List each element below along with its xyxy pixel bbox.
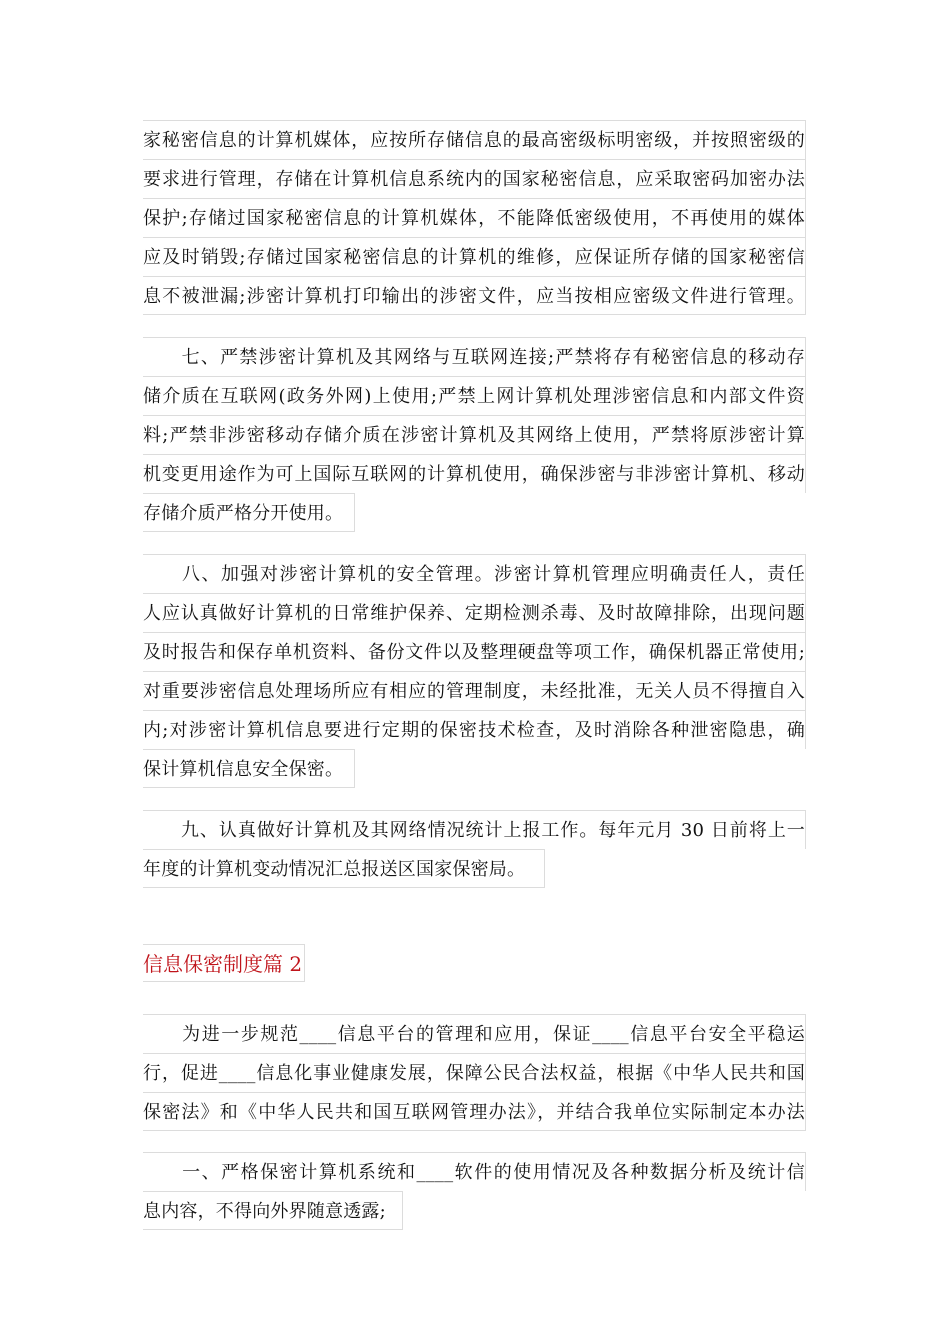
text-line: 一、严格保密计算机系统和____软件的使用情况及各种数据分析及统计信 [143, 1152, 806, 1191]
text-line: 行，促进____信息化事业健康发展，保障公民合法权益，根据《中华人民共和国 [143, 1053, 806, 1092]
text-line: 为进一步规范____信息平台的管理和应用，保证____信息平台安全平稳运 [143, 1014, 806, 1053]
paragraph-item-8 [143, 554, 806, 788]
text-line: 储介质在互联网(政务外网)上使用;严禁上网计算机处理涉密信息和内部文件资 [143, 376, 806, 415]
text-line: 料;严禁非涉密移动存储介质在涉密计算机及其网络上使用，严禁将原涉密计算 [143, 415, 806, 454]
text-line: 要求进行管理，存储在计算机信息系统内的国家秘密信息，应采取密码加密办法 [143, 159, 806, 198]
text-line: 息不被泄漏;涉密计算机打印输出的涉密文件，应当按相应密级文件进行管理。 [143, 276, 806, 315]
text-line: 保计算机信息安全保密。 [143, 749, 355, 788]
paragraph-item-7 [143, 337, 806, 532]
text-line: 家秘密信息的计算机媒体，应按所存储信息的最高密级标明密级，并按照密级的 [143, 120, 806, 159]
text-line: 应及时销毁;存储过国家秘密信息的计算机的维修，应保证所存储的国家秘密信 [143, 237, 806, 276]
text-line: 内;对涉密计算机信息要进行定期的保密技术检查，及时消除各种泄密隐患，确 [143, 710, 806, 749]
text-line: 存储介质严格分开使用。 [143, 493, 355, 532]
text-line: 及时报告和保存单机资料、备份文件以及整理硬盘等项工作，确保机器正常使用; [143, 632, 806, 671]
text-line: 保密法》和《中华人民共和国互联网管理办法》，并结合我单位实际制定本办法 [143, 1092, 806, 1131]
text-line: 人应认真做好计算机的日常维护保养、定期检测杀毒、及时故障排除，出现问题 [143, 593, 806, 632]
text-line: 息内容，不得向外界随意透露; [143, 1191, 403, 1230]
text-line: 机变更用途作为可上国际互联网的计算机使用，确保涉密与非涉密计算机、移动 [143, 454, 806, 493]
text-line: 对重要涉密信息处理场所应有相应的管理制度，未经批准，无关人员不得擅自入 [143, 671, 806, 710]
paragraph-continuation [143, 120, 806, 315]
paragraph-intro [143, 1014, 806, 1131]
text-line: 七、严禁涉密计算机及其网络与互联网连接;严禁将存有秘密信息的移动存 [143, 337, 806, 376]
section-heading: 信息保密制度篇 2 [143, 944, 305, 982]
paragraph-item-1 [143, 1152, 806, 1230]
text-line: 九、认真做好计算机及其网络情况统计上报工作。每年元月 30 日前将上一 [143, 810, 806, 849]
text-line: 保护;存储过国家秘密信息的计算机媒体，不能降低密级使用，不再使用的媒体 [143, 198, 806, 237]
text-line: 八、加强对涉密计算机的安全管理。涉密计算机管理应明确责任人，责任 [143, 554, 806, 593]
text-line: 年度的计算机变动情况汇总报送区国家保密局。 [143, 849, 545, 888]
paragraph-item-9 [143, 810, 806, 888]
